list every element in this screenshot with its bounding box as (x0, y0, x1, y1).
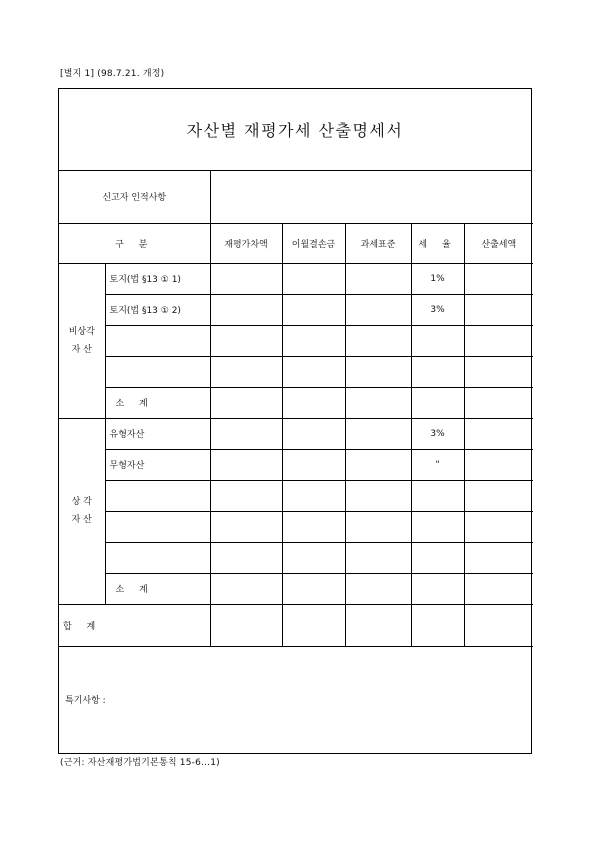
legal-basis: (근거: 자산재평가법기본통칙 15-6…1) (60, 758, 220, 768)
cell-revaluation-diff[interactable] (210, 542, 282, 573)
form-sheet (58, 88, 532, 754)
cell-computed-tax[interactable] (464, 604, 533, 646)
cell-tax-rate[interactable] (411, 325, 464, 356)
cell-revaluation-diff[interactable] (210, 418, 282, 449)
table-row (59, 449, 533, 480)
subtotal-row (59, 573, 533, 604)
cell-revaluation-diff[interactable] (210, 356, 282, 387)
row-label[interactable] (105, 511, 210, 542)
subtotal-label: 소 계 (105, 573, 210, 604)
cell-computed-tax[interactable] (464, 480, 533, 511)
cell-computed-tax[interactable] (464, 387, 533, 418)
cell-revaluation-diff[interactable] (210, 387, 282, 418)
cell-carryover-loss[interactable] (282, 480, 345, 511)
row-label[interactable] (105, 542, 210, 573)
header-tax-base: 과세표준 (345, 223, 411, 263)
cell-computed-tax[interactable] (464, 418, 533, 449)
cell-tax-base[interactable] (345, 263, 411, 294)
cell-tax-rate: 1% (411, 263, 464, 294)
tax-calculation-table (59, 171, 533, 752)
subtotal-row (59, 387, 533, 418)
header-computed-tax: 산출세액 (464, 223, 533, 263)
cell-tax-base[interactable] (345, 325, 411, 356)
table-row (59, 263, 533, 294)
notes-row (59, 646, 533, 752)
cell-carryover-loss[interactable] (282, 449, 345, 480)
cell-revaluation-diff[interactable] (210, 480, 282, 511)
cell-carryover-loss[interactable] (282, 294, 345, 325)
cell-tax-rate[interactable] (411, 387, 464, 418)
cell-carryover-loss[interactable] (282, 542, 345, 573)
row-label: 토지(법 §13 ① 2) (105, 294, 210, 325)
cell-carryover-loss[interactable] (282, 511, 345, 542)
cell-tax-base[interactable] (345, 449, 411, 480)
cell-tax-rate[interactable] (411, 604, 464, 646)
cell-revaluation-diff[interactable] (210, 511, 282, 542)
cell-tax-rate: 3% (411, 418, 464, 449)
cell-revaluation-diff[interactable] (210, 449, 282, 480)
cell-computed-tax[interactable] (464, 356, 533, 387)
cell-tax-base[interactable] (345, 511, 411, 542)
group-label-non-depreciable (59, 263, 105, 418)
row-label: 무형자산 (105, 449, 210, 480)
cell-tax-base[interactable] (345, 604, 411, 646)
row-label[interactable] (105, 356, 210, 387)
row-label: 유형자산 (105, 418, 210, 449)
cell-tax-base[interactable] (345, 542, 411, 573)
cell-tax-rate[interactable] (411, 573, 464, 604)
cell-tax-base[interactable] (345, 356, 411, 387)
reporter-value-cell[interactable] (210, 171, 533, 223)
subtotal-label: 소 계 (105, 387, 210, 418)
cell-revaluation-diff[interactable] (210, 263, 282, 294)
cell-revaluation-diff[interactable] (210, 325, 282, 356)
total-row (59, 604, 533, 646)
cell-computed-tax[interactable] (464, 325, 533, 356)
cell-tax-rate: 3% (411, 294, 464, 325)
cell-carryover-loss[interactable] (282, 387, 345, 418)
column-header-row (59, 223, 533, 263)
notes-label: 특기사항 : (65, 695, 106, 706)
table-row (59, 356, 533, 387)
table-row (59, 480, 533, 511)
cell-carryover-loss[interactable] (282, 573, 345, 604)
cell-carryover-loss[interactable] (282, 604, 345, 646)
cell-tax-base[interactable] (345, 573, 411, 604)
cell-carryover-loss[interactable] (282, 356, 345, 387)
group-label-line: 상 각 (71, 497, 92, 507)
cell-revaluation-diff[interactable] (210, 604, 282, 646)
row-label: 토지(법 §13 ① 1) (105, 263, 210, 294)
cell-tax-rate: " (411, 449, 464, 480)
group-label-depreciable (59, 418, 105, 604)
cell-tax-rate[interactable] (411, 511, 464, 542)
cell-tax-base[interactable] (345, 294, 411, 325)
table-row (59, 511, 533, 542)
group-label-line: 자 산 (71, 344, 92, 355)
cell-tax-base[interactable] (345, 480, 411, 511)
cell-revaluation-diff[interactable] (210, 573, 282, 604)
cell-computed-tax[interactable] (464, 573, 533, 604)
form-title: 자산별 재평가세 산출명세서 (59, 89, 531, 171)
cell-carryover-loss[interactable] (282, 418, 345, 449)
cell-computed-tax[interactable] (464, 294, 533, 325)
cell-tax-rate[interactable] (411, 542, 464, 573)
group-label-line: 비상각 (68, 326, 95, 337)
reporter-row (59, 171, 533, 223)
header-tax-rate: 세 율 (411, 223, 464, 263)
total-label: 합 계 (59, 604, 210, 646)
table-row (59, 294, 533, 325)
cell-carryover-loss[interactable] (282, 263, 345, 294)
cell-revaluation-diff[interactable] (210, 294, 282, 325)
cell-tax-base[interactable] (345, 418, 411, 449)
cell-tax-rate[interactable] (411, 480, 464, 511)
row-label[interactable] (105, 480, 210, 511)
cell-carryover-loss[interactable] (282, 325, 345, 356)
table-row (59, 325, 533, 356)
cell-tax-base[interactable] (345, 387, 411, 418)
cell-computed-tax[interactable] (464, 263, 533, 294)
row-label[interactable] (105, 325, 210, 356)
table-row (59, 418, 533, 449)
notes-cell[interactable] (59, 646, 533, 752)
header-carryover-loss: 이월결손금 (282, 223, 345, 263)
header-revaluation-diff: 재평가차액 (210, 223, 282, 263)
group-label-line: 자 산 (71, 515, 92, 525)
cell-tax-rate[interactable] (411, 356, 464, 387)
form-reference: [별지 1] (98.7.21. 개정) (60, 69, 165, 79)
cell-computed-tax[interactable] (464, 542, 533, 573)
reporter-label: 신고자 인적사항 (59, 171, 210, 223)
cell-computed-tax[interactable] (464, 449, 533, 480)
table-row (59, 542, 533, 573)
cell-computed-tax[interactable] (464, 511, 533, 542)
header-category: 구 분 (59, 223, 210, 263)
